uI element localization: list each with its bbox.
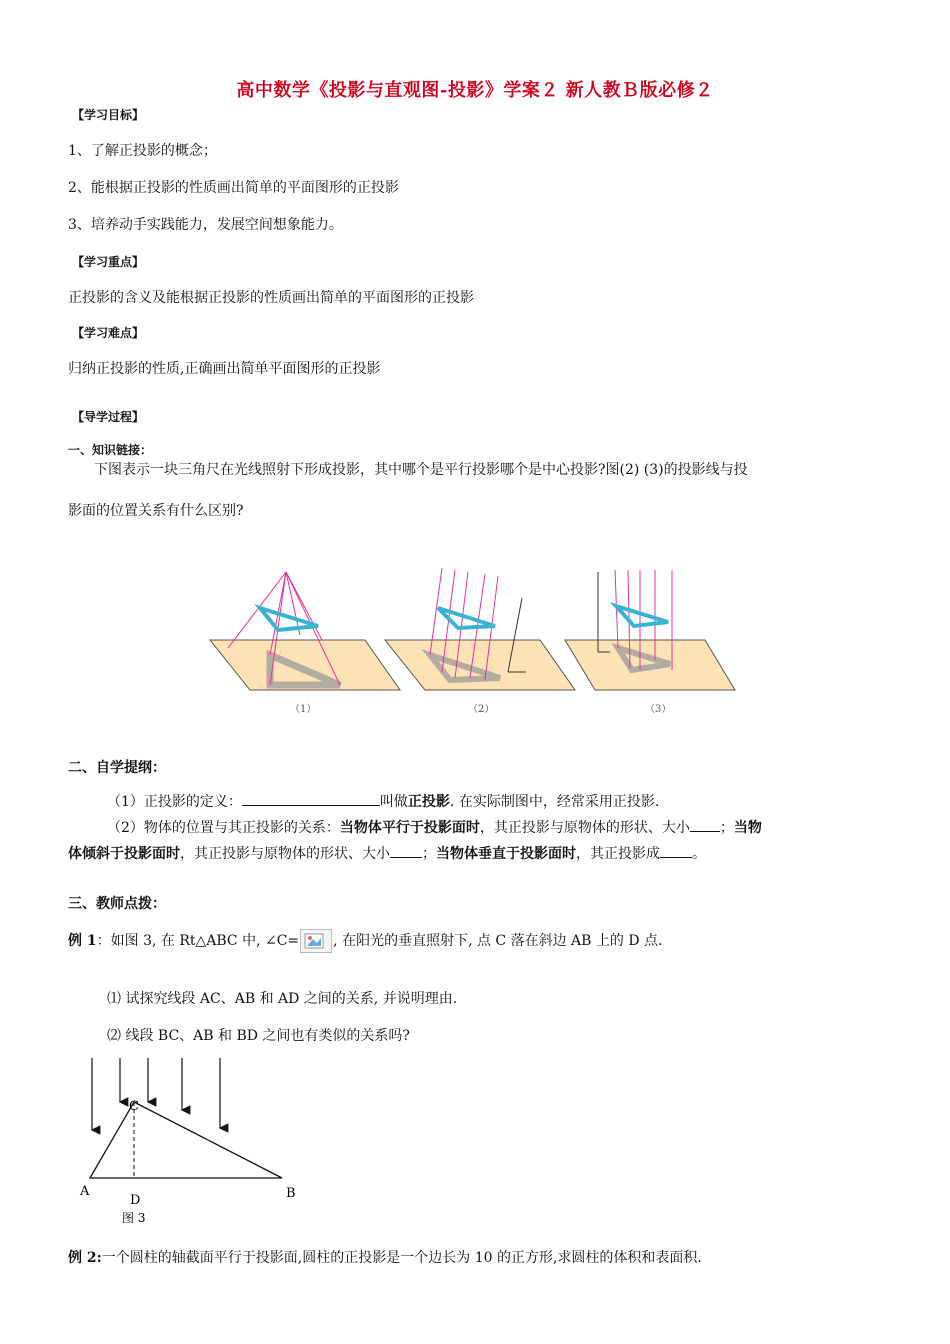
figure-orthographic-projection [565, 570, 735, 690]
label-c: C [129, 1099, 139, 1114]
section2-heading: 二、自学提纲： [68, 760, 166, 776]
process-heading: 【导学过程】 [72, 410, 145, 424]
example-1-text-a: ：如图 3, 在 Rt△ABC 中, ∠C= [96, 933, 300, 949]
blank-definition [242, 791, 380, 806]
figure-central-projection [210, 572, 400, 690]
section3-heading: 三、教师点拨： [68, 896, 166, 912]
case-oblique-text: ，其正投影与原物体的形状、大小 [180, 846, 390, 862]
blank-perpendicular [660, 843, 692, 858]
label-a: A [80, 1184, 90, 1199]
case-parallel-text: ，其正投影与原物体的形状、大小 [479, 820, 690, 836]
goal-item-3: 3、培养动手实践能力，发展空间想象能力。 [68, 217, 343, 233]
term-orthographic: 正投影 [407, 794, 450, 810]
figure-oblique-projection [385, 568, 575, 690]
goal-item-2: 2、能根据正投影的性质画出简单的平面图形的正投影 [68, 180, 399, 196]
keypoint-heading: 【学习重点】 [72, 255, 145, 269]
example-2 [68, 1247, 702, 1267]
difficulty-heading: 【学习难点】 [72, 326, 145, 340]
question-1-prefix: （1）正投影的定义： [107, 794, 242, 810]
case-perpendicular-text: ，其正投影成 [576, 846, 660, 862]
blank-oblique [390, 843, 422, 858]
example-1-question-1: ⑴ 试探究线段 AC、AB 和 AD 之间的关系, 并说明理由. [107, 991, 458, 1007]
sep-2: ； [422, 846, 436, 862]
triangle-abc [90, 1102, 282, 1178]
keypoint-text: 正投影的含义及能根据正投影的性质画出简单的平面图形的正投影 [68, 290, 474, 306]
difficulty-text: 归纳正投影的性质,正确画出简单平面图形的正投影 [68, 361, 381, 377]
example-2-label: 例 2: [68, 1250, 102, 1266]
goals-heading: 【学习目标】 [72, 108, 145, 122]
question-1 [107, 791, 659, 811]
blank-parallel [690, 817, 720, 832]
case-parallel: 当物体平行于投影面时 [339, 820, 480, 836]
figure-3-caption: 图 3 [122, 1211, 146, 1225]
page-title: 高中数学《投影与直观图-投影》学案２ 新人教Ｂ版必修２ [236, 80, 714, 101]
question-1-mid: 叫做 [379, 794, 408, 810]
section1-line2: 影面的位置关系有什么区别? [68, 503, 244, 519]
example-1-text-b: , 在阳光的垂直照射下, 点 C 落在斜边 AB 上的 D 点. [333, 933, 663, 949]
figure-label-3: （3） [645, 704, 672, 715]
label-b: B [286, 1186, 296, 1201]
case-oblique-start: 当物 [733, 820, 762, 836]
case-oblique: 体倾斜于投影面时 [68, 846, 180, 862]
sun-rays [92, 1058, 220, 1130]
figure-label-2: （2） [468, 704, 495, 715]
figure-label-1: （1） [290, 704, 317, 715]
projection-figures [200, 560, 750, 720]
question-2-line2 [68, 843, 706, 863]
section1-line1: 下图表示一块三角尺在光线照射下形成投影，其中哪个是平行投影哪个是中心投影?图(2) (3)的投影线与投 [94, 462, 748, 478]
sep-1: ； [719, 820, 734, 836]
broken-image-icon [300, 929, 332, 953]
example-2-text: 一个圆柱的轴截面平行于投影面,圆柱的正投影是一个边长为 10 的正方形,求圆柱的体积和表面积. [101, 1250, 702, 1266]
label-d: D [130, 1193, 141, 1208]
end-mark: 。 [692, 846, 706, 862]
goal-item-1: 1、了解正投影的概念； [68, 143, 217, 159]
example-1-label: 例 1 [68, 933, 97, 949]
example-1-question-2: ⑵ 线段 BC、AB 和 BD 之间也有类似的关系吗? [107, 1028, 410, 1044]
question-2-prefix: （2）物体的位置与其正投影的关系： [107, 820, 340, 836]
question-2-line1 [107, 817, 762, 837]
section1-heading: 一、知识链接： [68, 443, 153, 457]
question-1-suffix: . 在实际制图中，经常采用正投影. [449, 794, 660, 810]
example-1 [68, 929, 662, 953]
figure-3-triangle [70, 1050, 330, 1230]
case-perpendicular: 当物体垂直于投影面时 [436, 846, 576, 862]
